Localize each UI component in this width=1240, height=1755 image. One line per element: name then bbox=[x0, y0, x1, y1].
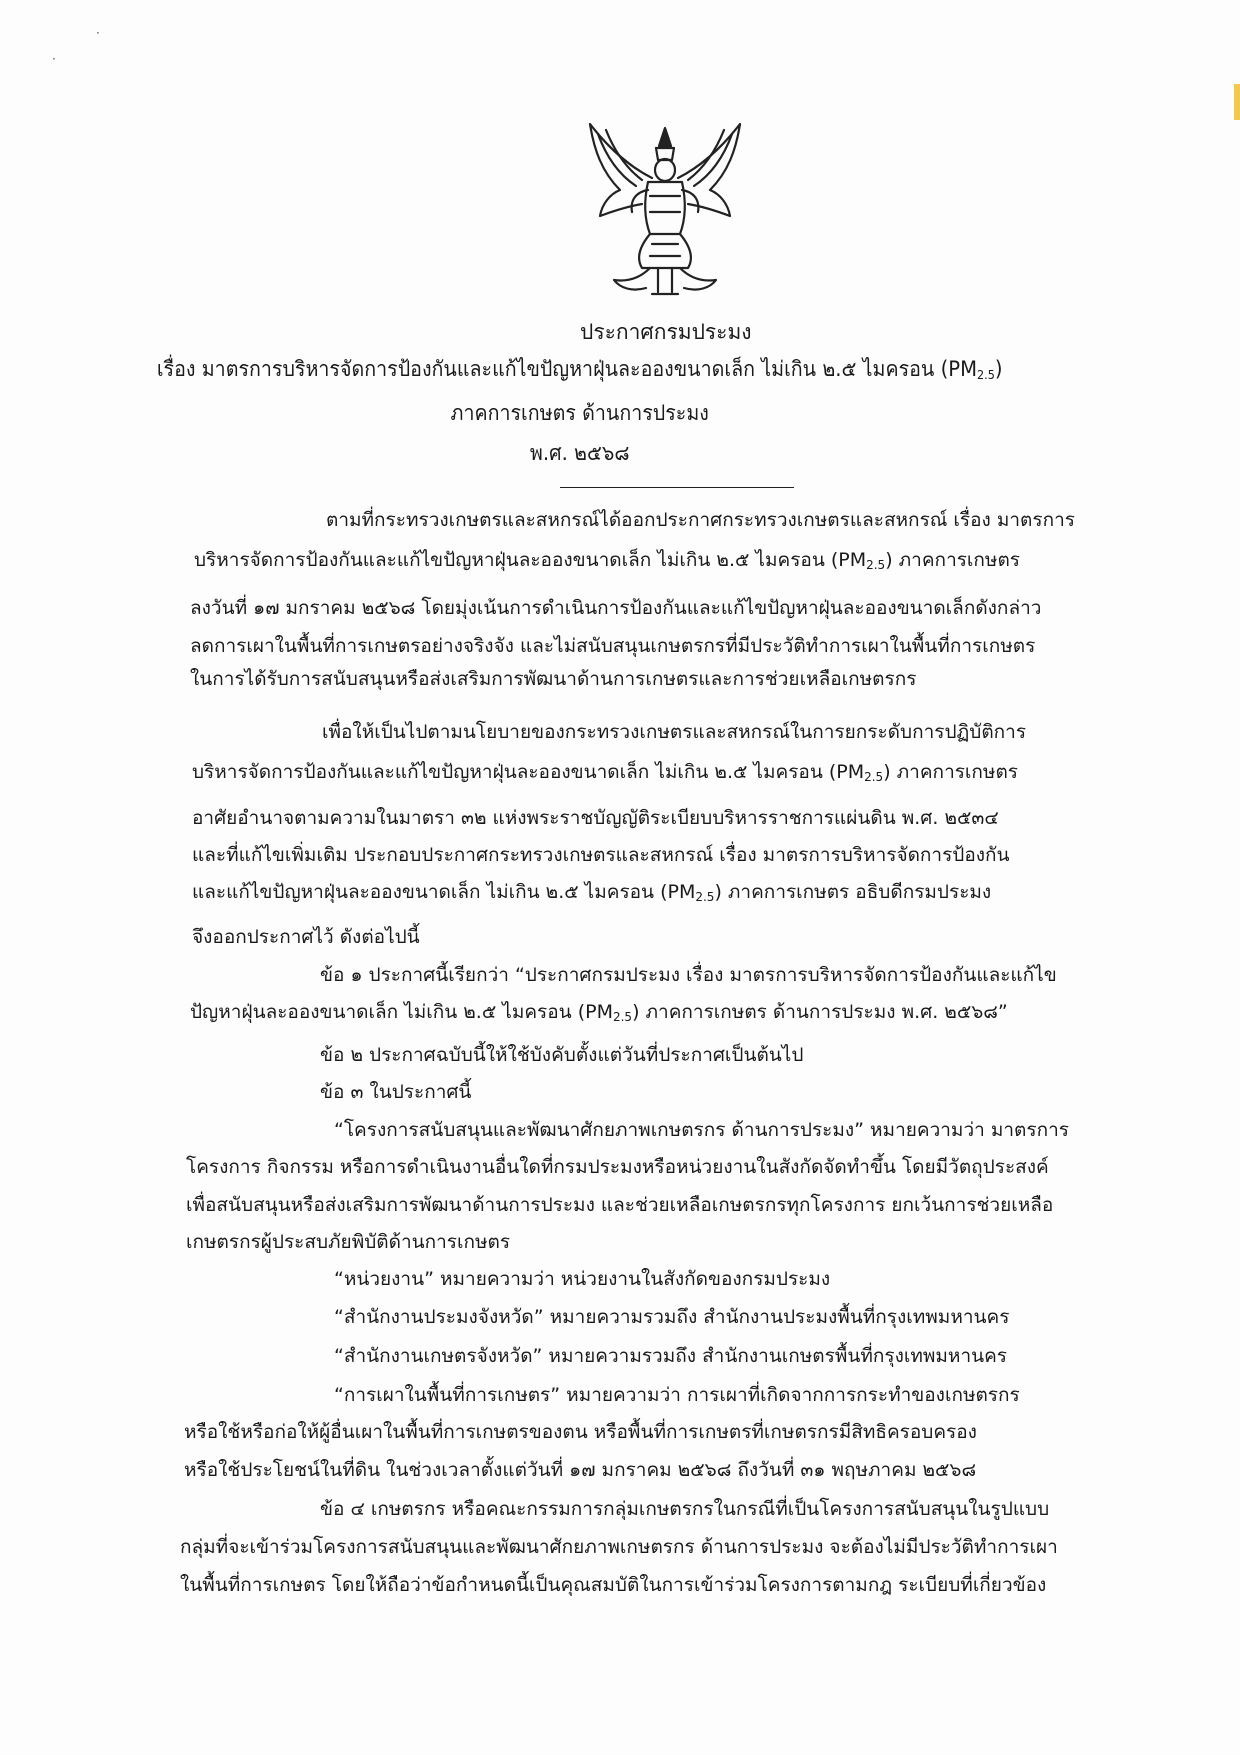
clause-4-line: ข้อ ๔ เกษตรกร หรือคณะกรรมการกลุ่มเกษตรกรในกรณีที่เป็นโครงการสนับสนุนในรูปแบบ bbox=[320, 1498, 1050, 1520]
clause-4-line: ในพื้นที่การเกษตร โดยให้ถือว่าข้อกำหนดนี้เป็นคุณสมบัติในการเข้าร่วมโครงการตามกฎ ระเบียบที่เกี่ยวข้อง bbox=[180, 1574, 1047, 1596]
definition-line: “การเผาในพื้นที่การเกษตร” หมายความว่า การเผาที่เกิดจากการกระทำของเกษตรกร bbox=[334, 1384, 1020, 1406]
definition-line: เกษตรกรผู้ประสบภัยพิบัติด้านการเกษตร bbox=[186, 1231, 511, 1253]
paragraph-line: บริหารจัดการป้องกันและแก้ไขปัญหาฝุ่นละอองขนาดเล็ก ไม่เกิน ๒.๕ ไมครอน $(PM_{2.5})$ ภาคการเกษตร bbox=[192, 761, 1019, 784]
clause-4-line: กลุ่มที่จะเข้าร่วมโครงการสนับสนุนและพัฒนาศักยภาพเกษตรกร ด้านการประมง จะต้องไม่มีประวัติทำการเผา bbox=[180, 1536, 1058, 1558]
document-year: พ.ศ. ๒๕๖๘ bbox=[529, 441, 630, 465]
clause-1-line: ปัญหาฝุ่นละอองขนาดเล็ก ไม่เกิน ๒.๕ ไมครอน $(PM_{2.5})$ ภาคการเกษตร ด้านการประมง พ.ศ. ๒๕๖๘” bbox=[190, 1001, 1008, 1024]
paragraph-line: ตามที่กระทรวงเกษตรและสหกรณ์ได้ออกประกาศกระทรวงเกษตรและสหกรณ์ เรื่อง มาตรการ bbox=[326, 509, 1075, 531]
paragraph-line: ในการได้รับการสนับสนุนหรือส่งเสริมการพัฒนาด้านการเกษตรและการช่วยเหลือเกษตรกร bbox=[190, 668, 917, 690]
scan-speck: · bbox=[96, 26, 100, 40]
clause-1-line: ข้อ ๑ ประกาศนี้เรียกว่า “ประกาศกรมประมง เรื่อง มาตรการบริหารจัดการป้องกันและแก้ไข bbox=[320, 964, 1057, 986]
paragraph-line: ลดการเผาในพื้นที่การเกษตรอย่างจริงจัง และไม่สนับสนุนเกษตรกรที่มีประวัติทำการเผาในพื้นที่การเกษตร bbox=[190, 635, 1036, 657]
paragraph-line: เพื่อให้เป็นไปตามนโยบายของกระทรวงเกษตรและสหกรณ์ในการยกระดับการปฏิบัติการ bbox=[322, 721, 1027, 743]
definition-line: หรือใช้ประโยชน์ในที่ดิน ในช่วงเวลาตั้งแต่วันที่ ๑๗ มกราคม ๒๕๖๘ ถึงวันที่ ๓๑ พฤษภาคม ๒๕๖๘ bbox=[184, 1459, 977, 1481]
paragraph-line: จึงออกประกาศไว้ ดังต่อไปนี้ bbox=[192, 926, 420, 948]
definition-line: โครงการ กิจกรรม หรือการดำเนินงานอื่นใดที่กรมประมงหรือหน่วยงานในสังกัดจัดทำขึ้น โดยมีวัตถุประสงค์ bbox=[186, 1156, 1049, 1178]
document-sector: ภาคการเกษตร ด้านการประมง bbox=[450, 401, 709, 425]
definition-line: “หน่วยงาน” หมายความว่า หน่วยงานในสังกัดของกรมประมง bbox=[334, 1268, 831, 1290]
definition-line: “สำนักงานเกษตรจังหวัด” หมายความรวมถึง สำนักงานเกษตรพื้นที่กรุงเทพมหานคร bbox=[334, 1345, 1008, 1367]
scan-speck: · bbox=[52, 52, 56, 66]
paragraph-line: บริหารจัดการป้องกันและแก้ไขปัญหาฝุ่นละอองขนาดเล็ก ไม่เกิน ๒.๕ ไมครอน $(PM_{2.5})$ ภาคการเกษตร bbox=[194, 549, 1021, 572]
clause-3: ข้อ ๓ ในประกาศนี้ bbox=[320, 1081, 472, 1103]
definition-line: “สำนักงานประมงจังหวัด” หมายความรวมถึง สำนักงานประมงพื้นที่กรุงเทพมหานคร bbox=[334, 1306, 1010, 1328]
paragraph-line: และที่แก้ไขเพิ่มเติม ประกอบประกาศกระทรวงเกษตรและสหกรณ์ เรื่อง มาตรการบริหารจัดการป้องกัน bbox=[192, 844, 1010, 866]
definition-line: “โครงการสนับสนุนและพัฒนาศักยภาพเกษตรกร ด้านการประมง” หมายความว่า มาตรการ bbox=[334, 1119, 1069, 1141]
paragraph-line: อาศัยอำนาจตามความในมาตรา ๓๒ แห่งพระราชบัญญัติระเบียบบริหารราชการแผ่นดิน พ.ศ. ๒๕๓๔ bbox=[192, 807, 999, 829]
document-title: ประกาศกรมประมง bbox=[580, 320, 752, 344]
document-subject: เรื่อง มาตรการบริหารจัดการป้องกันและแก้ไขปัญหาฝุ่นละอองขนาดเล็ก ไม่เกิน ๒.๕ ไมครอน $(PM_{2.5})$ bbox=[156, 357, 1003, 382]
definition-line: เพื่อสนับสนุนหรือส่งเสริมการพัฒนาด้านการประมง และช่วยเหลือเกษตรกรทุกโครงการ ยกเว้นการช่วยเหลือ bbox=[186, 1194, 1054, 1216]
paragraph-line: และแก้ไขปัญหาฝุ่นละอองขนาดเล็ก ไม่เกิน ๒.๕ ไมครอน $(PM_{2.5})$ ภาคการเกษตร อธิบดีกรมประมง bbox=[192, 881, 992, 904]
clause-2: ข้อ ๒ ประกาศฉบับนี้ให้ใช้บังคับตั้งแต่วันที่ประกาศเป็นต้นไป bbox=[320, 1044, 804, 1066]
definition-line: หรือใช้หรือก่อให้ผู้อื่นเผาในพื้นที่การเกษตรของตน หรือพื้นที่การเกษตรที่เกษตรกรมีสิทธิครอบครอง bbox=[184, 1421, 977, 1443]
paragraph-line: ลงวันที่ ๑๗ มกราคม ๒๕๖๘ โดยมุ่งเน้นการดำเนินการป้องกันและแก้ไขปัญหาฝุ่นละอองขนาดเล็กดังกล่าว bbox=[190, 597, 1042, 619]
